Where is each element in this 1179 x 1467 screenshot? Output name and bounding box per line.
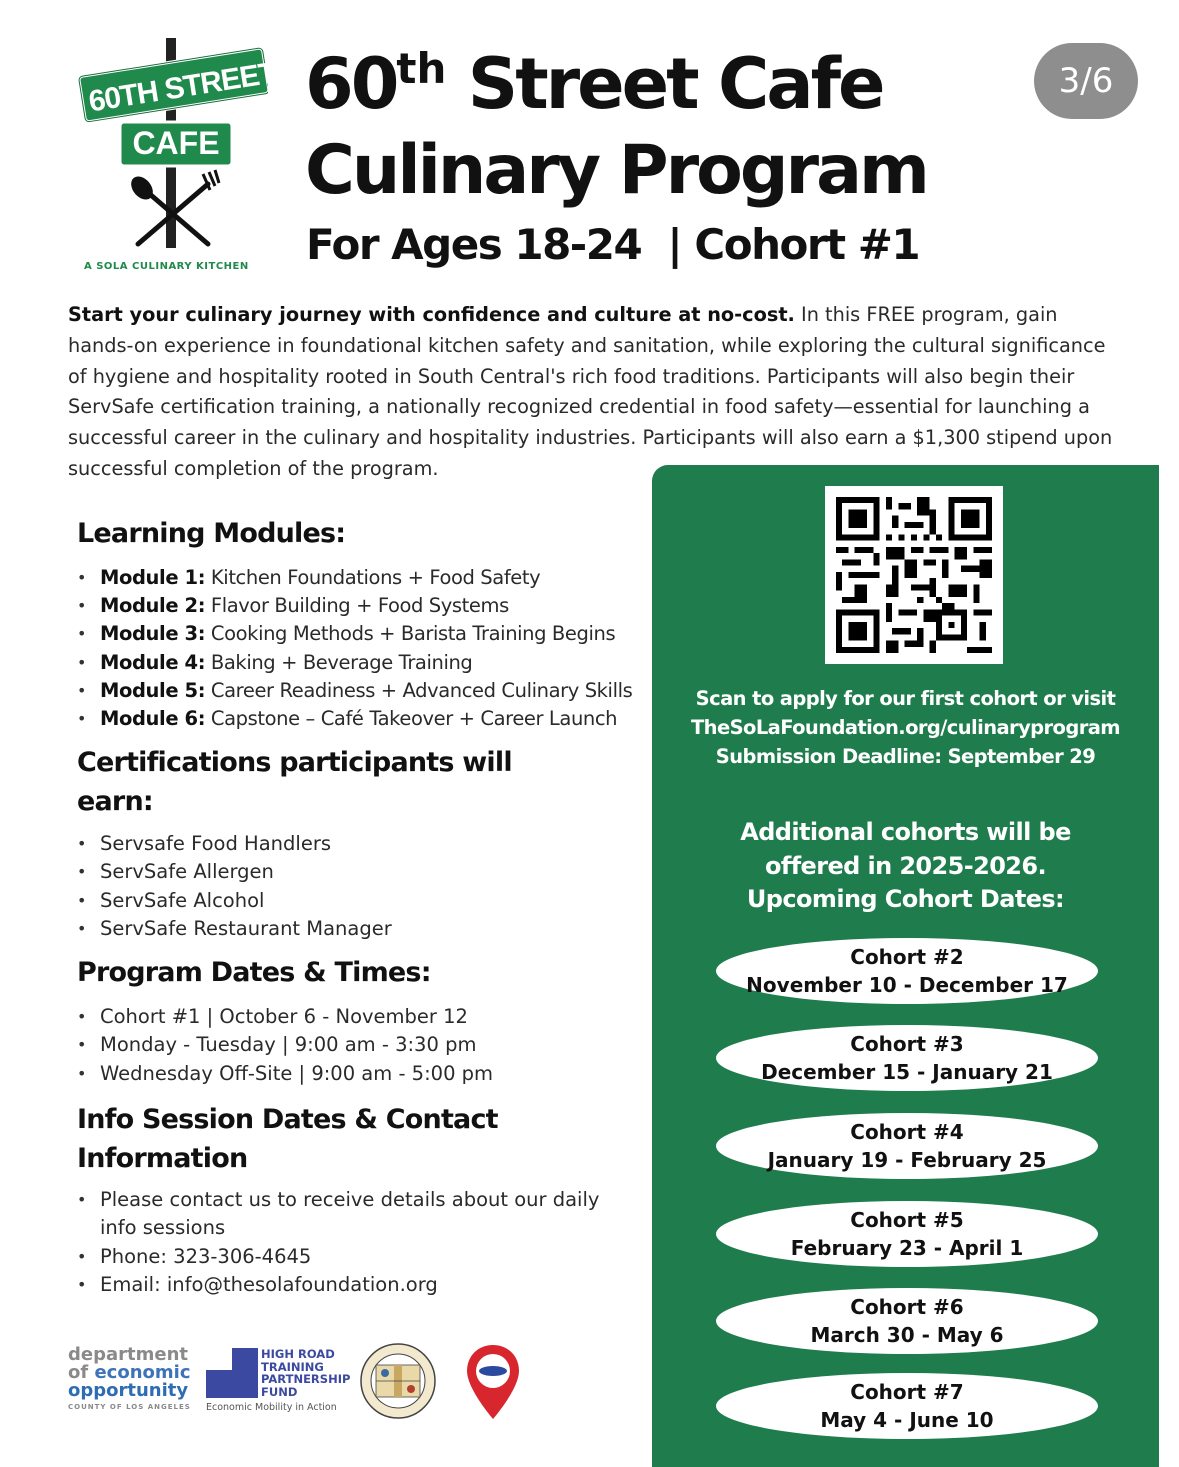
dept-economic-opportunity-logo: department of economic opportunity COUNTY OF LOS ANGELES xyxy=(68,1344,191,1411)
program-url-link[interactable]: TheSoLaFoundation.org/culinaryprogram xyxy=(690,716,1121,739)
cohort-pill: Cohort #7 May 4 - June 10 xyxy=(716,1373,1098,1439)
qr-code-icon xyxy=(836,497,992,653)
list-item: • Module 2: Flavor Building + Food Systems xyxy=(77,592,632,620)
certifications-heading: Certifications participants will earn: xyxy=(77,747,512,817)
list-item: • Monday - Tuesday | 9:00 am - 3:30 pm xyxy=(77,1031,493,1059)
list-item: • ServSafe Alcohol xyxy=(77,887,392,915)
modules-list xyxy=(77,564,632,733)
list-item: • ServSafe Allergen xyxy=(77,858,392,886)
info-list xyxy=(77,1186,617,1300)
list-item: • Wednesday Off-Site | 9:00 am - 5:00 pm xyxy=(77,1060,493,1088)
logo-tagline: A SOLA CULINARY KITCHEN xyxy=(84,261,249,272)
modules-heading: Learning Modules: xyxy=(77,518,346,549)
qr-code[interactable] xyxy=(825,486,1003,664)
logo-sign-bottom-text: CAFE xyxy=(132,125,220,161)
cohort-pill: Cohort #4 January 19 - February 25 xyxy=(716,1113,1098,1179)
hr-blocks-icon xyxy=(206,1348,258,1398)
additional-cohorts-heading: Additional cohorts will be offered in 2025-2026. Upcoming Cohort Dates: xyxy=(740,818,1071,913)
list-item: • Module 3: Cooking Methods + Barista Training Begins xyxy=(77,620,632,648)
certifications-list xyxy=(77,830,392,944)
scan-instructions: Scan to apply for our first cohort or visit xyxy=(695,687,1116,710)
page-title-line2: Culinary Program xyxy=(305,131,927,210)
page-title: 60th Street Cafe xyxy=(305,43,883,125)
cohort-pill: Cohort #5 February 23 - April 1 xyxy=(716,1201,1098,1267)
list-item: • Please contact us to receive details about our daily info sessions xyxy=(77,1186,617,1243)
cohort-pill: Cohort #3 December 15 - January 21 xyxy=(716,1025,1098,1091)
list-item: • Module 5: Career Readiness + Advanced Culinary Skills xyxy=(77,677,632,705)
page-counter-badge: 3/6 xyxy=(1034,43,1138,119)
program-dates-heading: Program Dates & Times: xyxy=(77,957,431,988)
list-item: • Module 6: Capstone – Café Takeover + Career Launch xyxy=(77,705,632,733)
list-item: • ServSafe Restaurant Manager xyxy=(77,915,392,943)
intro-paragraph: Start your culinary journey with confidence and culture at no-cost. In this FREE program, gain hands-on experience in foundational kitchen safety and sanitation, while exploring the cultural significance of hygiene and hospitality rooted in South Central's rich food traditions. Participants will also begin their ServSafe certification training, a nationally recognized credential in food safety—essential for launching a successful career in the culinary and hospitality industries. Participants will also earn a $1,300 stipend upon successful completion of the program. xyxy=(68,303,1113,480)
program-dates-list xyxy=(77,1003,493,1088)
location-pin-icon xyxy=(465,1343,521,1421)
list-item: • Module 1: Kitchen Foundations + Food Safety xyxy=(77,564,632,592)
logo-sign-top-text: 60TH STREET xyxy=(86,56,279,119)
submission-deadline: Submission Deadline: September 29 xyxy=(715,745,1096,768)
list-item: • Cohort #1 | October 6 - November 12 xyxy=(77,1003,493,1031)
county-seal-icon xyxy=(360,1343,436,1419)
list-item: • Servsafe Food Handlers xyxy=(77,830,392,858)
cohort-pill: Cohort #2 November 10 - December 17 xyxy=(716,938,1098,1004)
page-subtitle: For Ages 18-24 | Cohort #1 xyxy=(306,220,920,269)
info-heading: Info Session Dates & Contact Information xyxy=(77,1104,498,1174)
cohort-pill: Cohort #6 March 30 - May 6 xyxy=(716,1288,1098,1354)
list-item: • Phone: 323-306-4645 xyxy=(77,1243,617,1271)
email-link[interactable]: • Email: info@thesolafoundation.org xyxy=(77,1271,617,1299)
list-item: • Module 4: Baking + Beverage Training xyxy=(77,649,632,677)
cafe-logo xyxy=(78,34,279,279)
